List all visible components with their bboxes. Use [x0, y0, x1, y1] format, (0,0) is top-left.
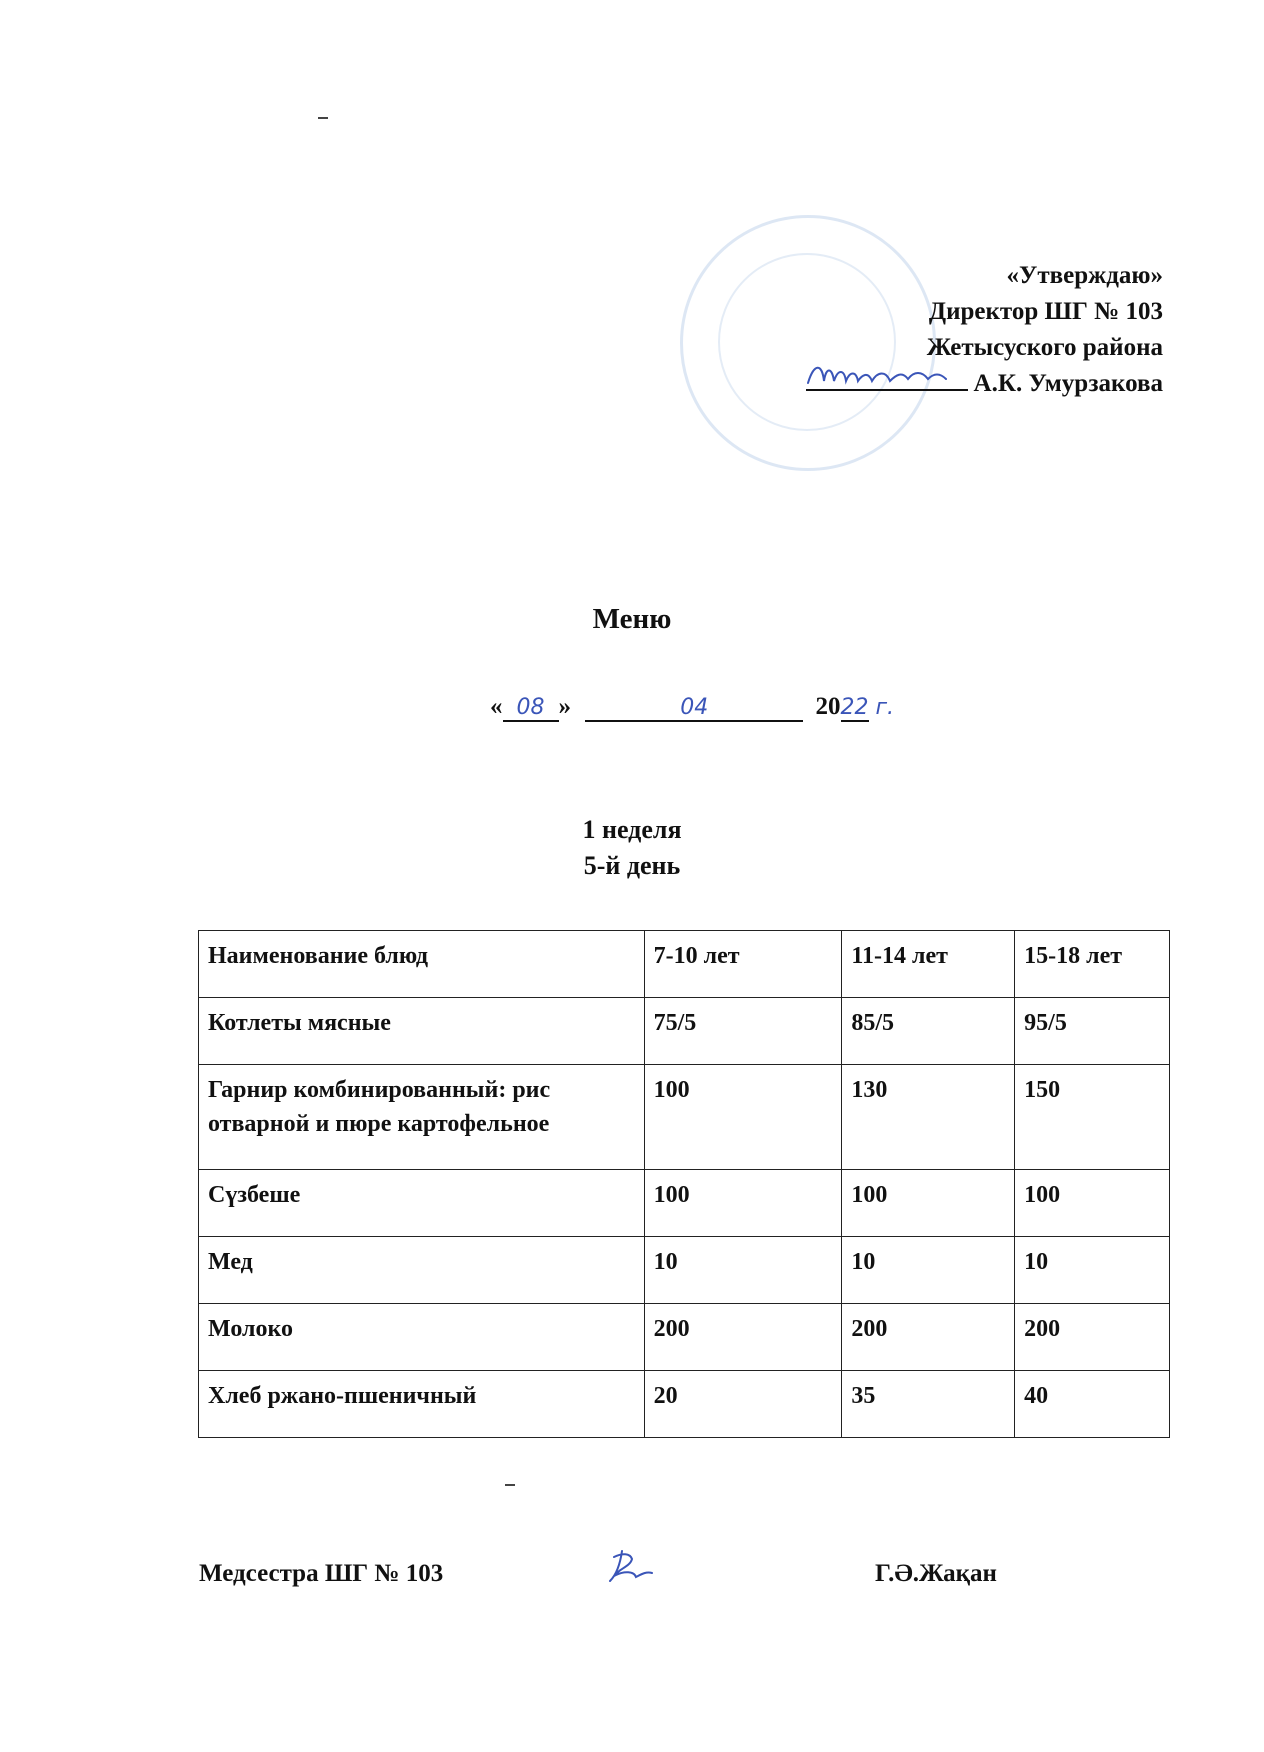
date-close-quote: » [558, 693, 571, 720]
scan-mark [505, 1484, 515, 1486]
director-signature-scribble [800, 357, 962, 391]
approval-district: Жетысуского района [926, 334, 1163, 361]
dish-name: Котлеты мясные [199, 998, 645, 1065]
date-year-prefix: 20 [815, 693, 841, 720]
portion-15-18: 10 [1015, 1237, 1170, 1304]
day-number: 5-й день [583, 851, 681, 880]
director-name: А.К. Умурзакова [973, 370, 1163, 397]
portion-11-14: 130 [842, 1065, 1015, 1170]
header-age-15-18: 15-18 лет [1015, 931, 1170, 998]
portion-7-10: 20 [644, 1371, 842, 1438]
director-signature [806, 367, 968, 391]
header-dish: Наименование блюд [199, 931, 645, 998]
nurse-signature [600, 1545, 660, 1589]
dish-name: Молоко [199, 1304, 645, 1371]
approval-signature-row [806, 366, 1163, 402]
table-row [199, 1371, 1170, 1438]
approval-block [806, 258, 1163, 402]
header-age-7-10: 7-10 лет [644, 931, 842, 998]
portion-15-18: 100 [1015, 1170, 1170, 1237]
dish-name: Гарнир комбинированный: рис отварной и пюре картофельное [199, 1065, 645, 1170]
portion-7-10: 10 [644, 1237, 842, 1304]
menu-table [198, 930, 1170, 1438]
page-title: Меню [592, 603, 672, 635]
table-row [199, 1170, 1170, 1237]
date-day: 08 [503, 696, 559, 722]
dish-name: Сүзбеше [199, 1170, 645, 1237]
dish-name: Хлеб ржано-пшеничный [199, 1371, 645, 1438]
portion-11-14: 35 [842, 1371, 1015, 1438]
dish-name: Мед [199, 1237, 645, 1304]
week-block [0, 812, 1264, 884]
header-age-11-14: 11-14 лет [842, 931, 1015, 998]
nurse-title: Медсестра ШГ № 103 [199, 1560, 444, 1587]
table-row [199, 1304, 1170, 1371]
portion-7-10: 75/5 [644, 998, 842, 1065]
approval-position: Директор ШГ № 103 [928, 298, 1163, 325]
scan-mark [318, 117, 328, 119]
date-month: 04 [585, 696, 803, 722]
portion-11-14: 200 [842, 1304, 1015, 1371]
portion-11-14: 85/5 [842, 998, 1015, 1065]
approval-heading: «Утверждаю» [1006, 262, 1163, 289]
nurse-name: Г.Ә.Жақан [875, 1560, 997, 1587]
portion-11-14: 10 [842, 1237, 1015, 1304]
table-row [199, 998, 1170, 1065]
table-row [199, 1237, 1170, 1304]
date-year-suffix: 22 г. [840, 695, 895, 720]
portion-7-10: 200 [644, 1304, 842, 1371]
portion-15-18: 95/5 [1015, 998, 1170, 1065]
date-open-quote: « [490, 693, 503, 720]
portion-7-10: 100 [644, 1170, 842, 1237]
portion-11-14: 100 [842, 1170, 1015, 1237]
week-number: 1 неделя [582, 815, 682, 844]
table-row [199, 1065, 1170, 1170]
portion-15-18: 150 [1015, 1065, 1170, 1170]
portion-15-18: 40 [1015, 1371, 1170, 1438]
portion-7-10: 100 [644, 1065, 842, 1170]
date-line [490, 693, 895, 722]
portion-15-18: 200 [1015, 1304, 1170, 1371]
table-header-row [199, 931, 1170, 998]
